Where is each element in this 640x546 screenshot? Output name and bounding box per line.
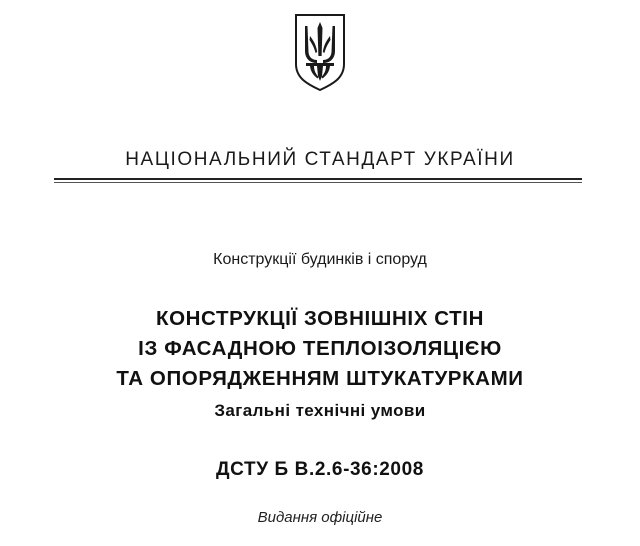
main-title-line: ІЗ ФАСАДНОЮ ТЕПЛОІЗОЛЯЦІЄЮ [138, 337, 502, 360]
divider-thin [54, 182, 582, 183]
divider-thick [54, 178, 582, 180]
edition-note: Видання офіційне [257, 509, 383, 526]
category-heading: Конструкції будинків і споруд [213, 251, 427, 268]
main-title-line: КОНСТРУКЦІЇ ЗОВНІШНІХ СТІН [156, 307, 484, 330]
standard-type-title: НАЦІОНАЛЬНИЙ СТАНДАРТ УКРАЇНИ [125, 149, 515, 170]
subtitle: Загальні технічні умови [214, 401, 426, 420]
coat-of-arms-icon [293, 12, 347, 92]
standard-designation: ДСТУ Б В.2.6-36:2008 [216, 459, 424, 480]
main-title [0, 304, 640, 394]
main-title-line: ТА ОПОРЯДЖЕННЯМ ШТУКАТУРКАМИ [116, 367, 524, 390]
